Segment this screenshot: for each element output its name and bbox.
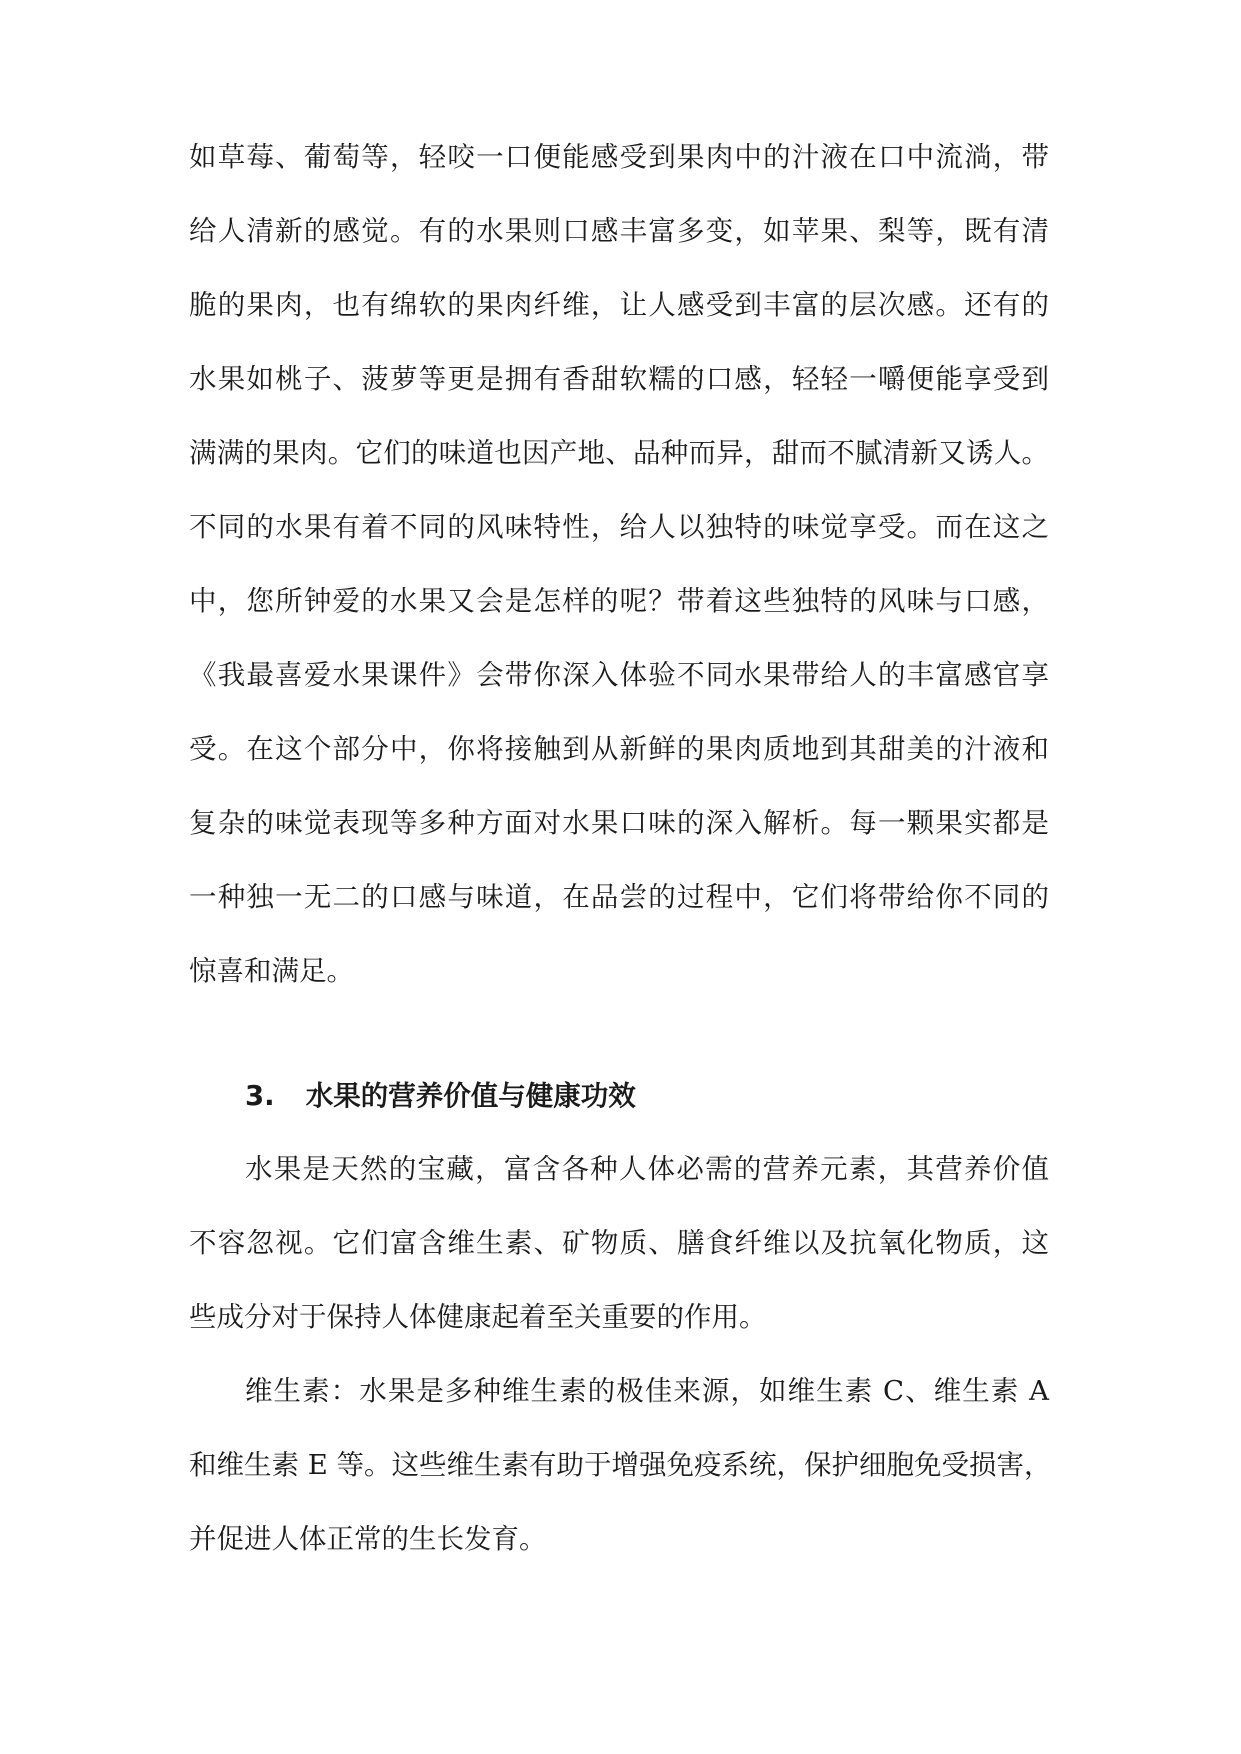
section-heading: [245, 1078, 636, 1114]
section-number: 3.: [245, 1080, 275, 1112]
paragraph-line: 并促进人体正常的生长发育。: [189, 1523, 547, 1555]
paragraph-line: 和维生素 E 等。这些维生素有助于增强免疫系统，保护细胞免受损害，: [189, 1449, 1052, 1481]
paragraph-line: 水果是天然的宝藏，富含各种人体必需的营养元素，其营养价值: [245, 1153, 1049, 1185]
paragraph-line: 惊喜和满足。: [189, 955, 354, 987]
paragraph-line: 不容忽视。它们富含维生素、矿物质、膳食纤维以及抗氧化物质，这: [189, 1227, 1049, 1259]
paragraph-line: 受。在这个部分中，你将接触到从新鲜的果肉质地到其甜美的汁液和: [189, 733, 1049, 765]
paragraph-line: 给人清新的感觉。有的水果则口感丰富多变，如苹果、梨等，既有清: [189, 215, 1049, 247]
paragraph-line: 一种独一无二的口感与味道，在品尝的过程中，它们将带给你不同的: [189, 881, 1049, 913]
paragraph-line: 水果如桃子、菠萝等更是拥有香甜软糯的口感，轻轻一嚼便能享受到: [189, 363, 1049, 395]
paragraph-line: 脆的果肉，也有绵软的果肉纤维，让人感受到丰富的层次感。还有的: [189, 289, 1049, 321]
paragraph-line: 复杂的味觉表现等多种方面对水果口味的深入解析。每一颗果实都是: [189, 807, 1049, 839]
paragraph-line: 些成分对于保持人体健康起着至关重要的作用。: [189, 1301, 767, 1333]
section-title: 水果的营养价值与健康功效: [305, 1080, 636, 1112]
paragraph-line: 《我最喜爱水果课件》会带你深入体验不同水果带给人的丰富感官享: [189, 659, 1049, 691]
paragraph-line: 不同的水果有着不同的风味特性，给人以独特的味觉享受。而在这之: [189, 511, 1049, 543]
paragraph-line: 满满的果肉。它们的味道也因产地、品种而异，甜而不腻清新又诱人。: [189, 437, 1049, 469]
paragraph-line: 中，您所钟爱的水果又会是怎样的呢？带着这些独特的风味与口感，: [189, 585, 1049, 617]
paragraph-line: 维生素：水果是多种维生素的极佳来源，如维生素 C、维生素 A: [245, 1375, 1049, 1407]
paragraph-line: 如草莓、葡萄等，轻咬一口便能感受到果肉中的汁液在口中流淌，带: [189, 141, 1049, 173]
